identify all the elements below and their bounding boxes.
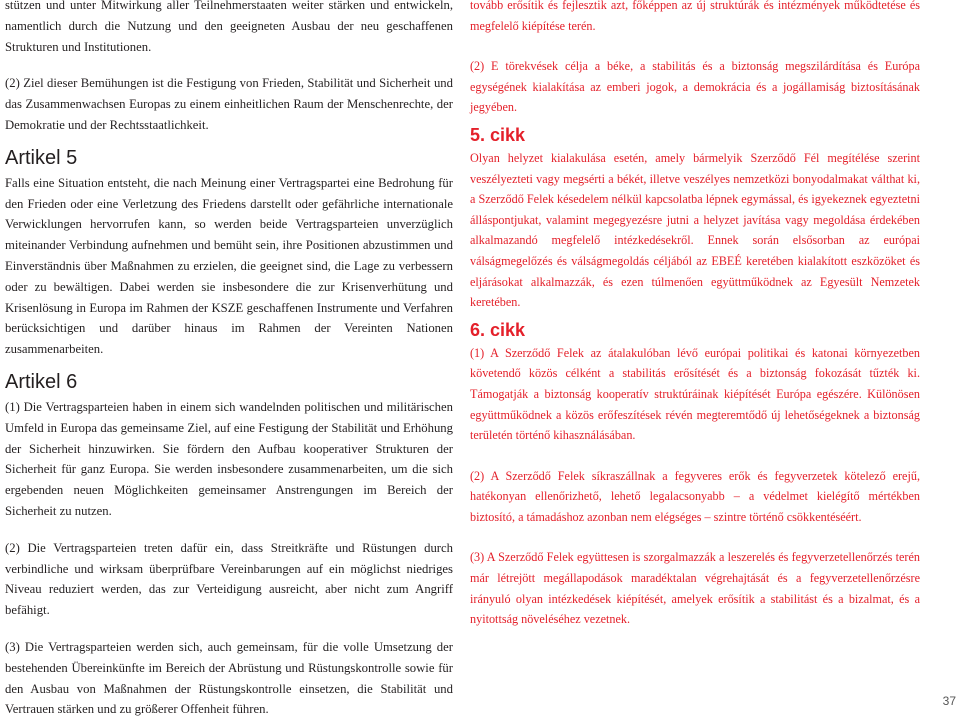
paragraph-artikel-6-2: (2) Die Vertragsparteien treten dafür ein, dass Streitkräfte und Rüstungen durch verbindliche und wirksam überprüfbare Vereinbarungen auf ein möglichst niedriges Niveau reduziert werden, das zur Verteidigung ausreicht, aber nicht zum Angriff befähigt. <box>5 540 453 618</box>
paragraph-cikk-6-3: (3) A Szerződő Felek együttesen is szorgalmazzák a leszerelés és fegyverzetellenőrzés terén már létrejött megállapodások maradéktalan végrehajtását és a fegyverzetellenőrzésre irányuló olyan intézkedések kiépítését, amelyek erősítik a stabilitást és a bizalmat, és a nyitottság növeléséhez vezetnek. <box>470 550 920 627</box>
paragraph-cikk-6-2: (2) A Szerződő Felek síkraszállnak a fegyveres erők és fegyverzetek kötelező erejű, hatékonyan ellenőrizhető, lehető legalacsonyabb – a védelmet kielégítő mértékben biztosító, a támadáshoz azonban nem elégséges – szintre történő csökkentéséért. <box>470 468 920 524</box>
paragraph-cikk-6-1: (1) A Szerződő Felek az átalakulóban lévő európai politikai és katonai környezetben követendő közös célként a stabilitás erősítését és a biztonság fokozását tűzték ki. Támogatják a biztonság kooperatív struktúráinak kiépítését Európa egészére. Különösen együttműködnek a közös erőfeszítések révén megteremtődő új lehetőségeknek a biztonság területén történő kihasználásában. <box>470 345 920 443</box>
paragraph-cikk-5: Olyan helyzet kialakulása esetén, amely bármelyik Szerződő Fél megítélése szerint veszélyezteti vagy megsérti a békét, illetve veszélyes nemzetközi bonyodalmakat válthat ki, a Szerződő Felek késedelem nélkül kapcsolatba lépnek egymással, és igyekeznek egyeztetni álláspontjukat, valamint megegyezésre jutni a helyzet javítása vagy megoldása érdekében alkalmazandó megfelelő intézkedésekről. Ennek során elsősorban az európai válságmegelőzés és válságmegoldás céljából az EBEÉ keretében kialakított eszközöket és eljárásokat alkalmazzák, és ezen túlmenően együttműködnek az Egyesült Nemzetek keretében. <box>470 150 920 310</box>
page-number: 37 <box>942 694 956 708</box>
paragraph-intro-continuation: stützen und unter Mitwirkung aller Teilnehmerstaaten weiter stärken und entwickeln, namentlich durch die Nutzung und den geeigneten Ausbau der neu geschaffenen Strukturen und Institutionen. <box>5 0 453 54</box>
heading-artikel-5: Artikel 5 <box>5 146 78 169</box>
paragraph-artikel-6-1: (1) Die Vertragsparteien haben in einem sich wandelnden politischen und militärischen Umfeld in Europa das gemeinsame Ziel, auf eine Festigung der Stabilität und Erhöhung der Sicherheit hinzuwirken. Sie fördern den Aufbau kooperativer Strukturen der Sicherheit für ganz Europa. Sie werden insbesondere zusammenarbeiten, um die sich ergebenden neuen Möglichkeiten gemeinsamer Anstrengungen im Bereich der Sicherheit zu nutzen. <box>5 399 453 518</box>
heading-cikk-6: 6. cikk <box>470 319 526 340</box>
paragraph-intro-2: (2) E törekvések célja a béke, a stabilitás és a biztonság megszilárdítása és Európa egységének kialakítása az emberi jogok, a demokrácia és a jogállamiság biztosításának jegyében. <box>470 59 920 115</box>
hungarian-text-column <box>470 0 920 630</box>
paragraph-artikel-6-3: (3) Die Vertragsparteien werden sich, auch gemeinsam, für die volle Umsetzung der bestehenden Übereinkünfte im Bereich der Abrüstung und Rüstungskontrolle sowie für den Ausbau von Maßnahmen der Rüstungskontrolle einsetzen, die Stabilität und Vertrauen stärken und zu größerer Offenheit führen. <box>5 639 453 717</box>
paragraph-intro-continuation: tovább erősítik és fejlesztik azt, főképpen az új struktúrák és intézmények működtetése és megfelelő kiépítése terén. <box>470 0 920 33</box>
paragraph-artikel-5: Falls eine Situation entsteht, die nach Meinung einer Vertragspartei eine Bedrohung für den Frieden oder eine Verletzung des Friedens darstellt oder gefährliche internationale Verwicklungen hervorrufen kann, so werden beide Vertragsparteien unverzüglich miteinander Verbindung aufnehmen und bemüht sein, ihre Positionen abzustimmen und Einverständnis über Maßnahmen zu erzielen, die geeignet sind, die Lage zu verbessern oder zu bewältigen. Dabei werden sie insbesondere die zur Krisenverhütung und Krisenlösung in Europa im Rahmen der KSZE geschaffenen Instrumente und Verfahren berücksichtigen und darüber hinaus im Rahmen der Vereinten Nationen zusammenarbeiten. <box>5 175 453 357</box>
heading-artikel-6: Artikel 6 <box>5 370 78 393</box>
heading-cikk-5: 5. cikk <box>470 124 526 145</box>
paragraph-intro-2: (2) Ziel dieser Bemühungen ist die Festigung von Frieden, Stabilität und Sicherheit und das Zusammenwachsen Europas zu einem einheitlichen Raum der Menschenrechte, der Demokratie und der Rechtsstaatlichkeit. <box>5 76 453 132</box>
german-text-column <box>5 0 453 720</box>
